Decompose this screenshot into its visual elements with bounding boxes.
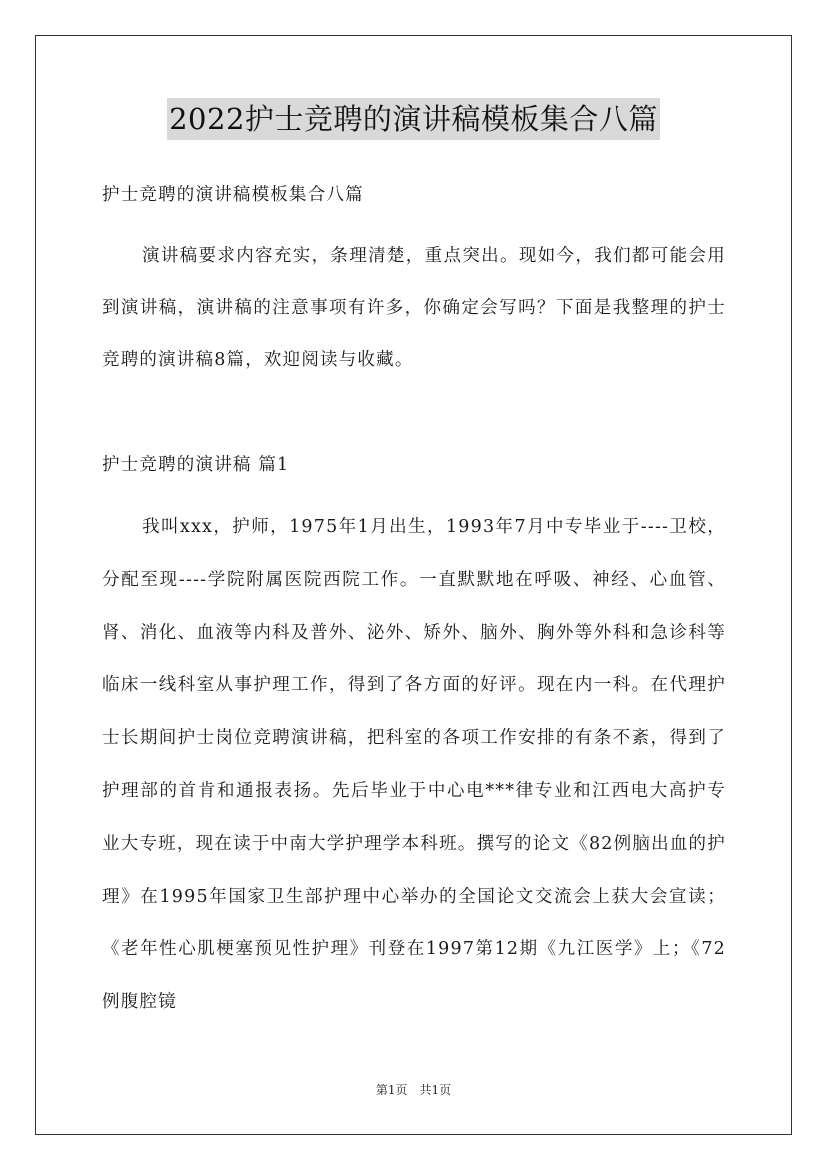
document-title: 2022护士竞聘的演讲稿模板集合八篇	[167, 98, 660, 140]
page-footer: 第1页 共1页	[375, 1083, 452, 1097]
intro-paragraph: 演讲稿要求内容充实，条理清楚，重点突出。现如今，我们都可能会用到演讲稿，演讲稿的注意事项有许多，你确定会写吗？下面是我整理的护士竞聘的演讲稿8篇，欢迎阅读与收藏。	[102, 246, 726, 370]
section-heading: 护士竞聘的演讲稿 篇1	[102, 455, 290, 475]
document-subtitle: 护士竞聘的演讲稿模板集合八篇	[102, 185, 364, 205]
title-container	[0, 98, 827, 140]
section-body-paragraph: 我叫xxx，护师，1975年1月出生，1993年7月中专毕业于----卫校，分配至现----学院附属医院西院工作。一直默默地在呼吸、神经、心血管、肾、消化、血液等内科及普外、泌外、矫外、脑外、胸外等外科和急诊科等临床一线科室从事护理工作，得到了各方面的好评。现在内一科。在代理护士长期间护士岗位竞聘演讲稿，把科室的各项工作安排的有条不紊，得到了护理部的首肯和通报表扬。先后毕业于中心电***律专业和江西电大高护专业大专班，现在读于中南大学护理学本科班。撰写的论文《82例脑出血的护理》在1995年国家卫生部护理中心举办的全国论文交流会上获大会宣读；《老年性心肌梗塞预见性护理》刊登在1997第12期《九江医学》上；《72例腹腔镜	[102, 517, 726, 1013]
